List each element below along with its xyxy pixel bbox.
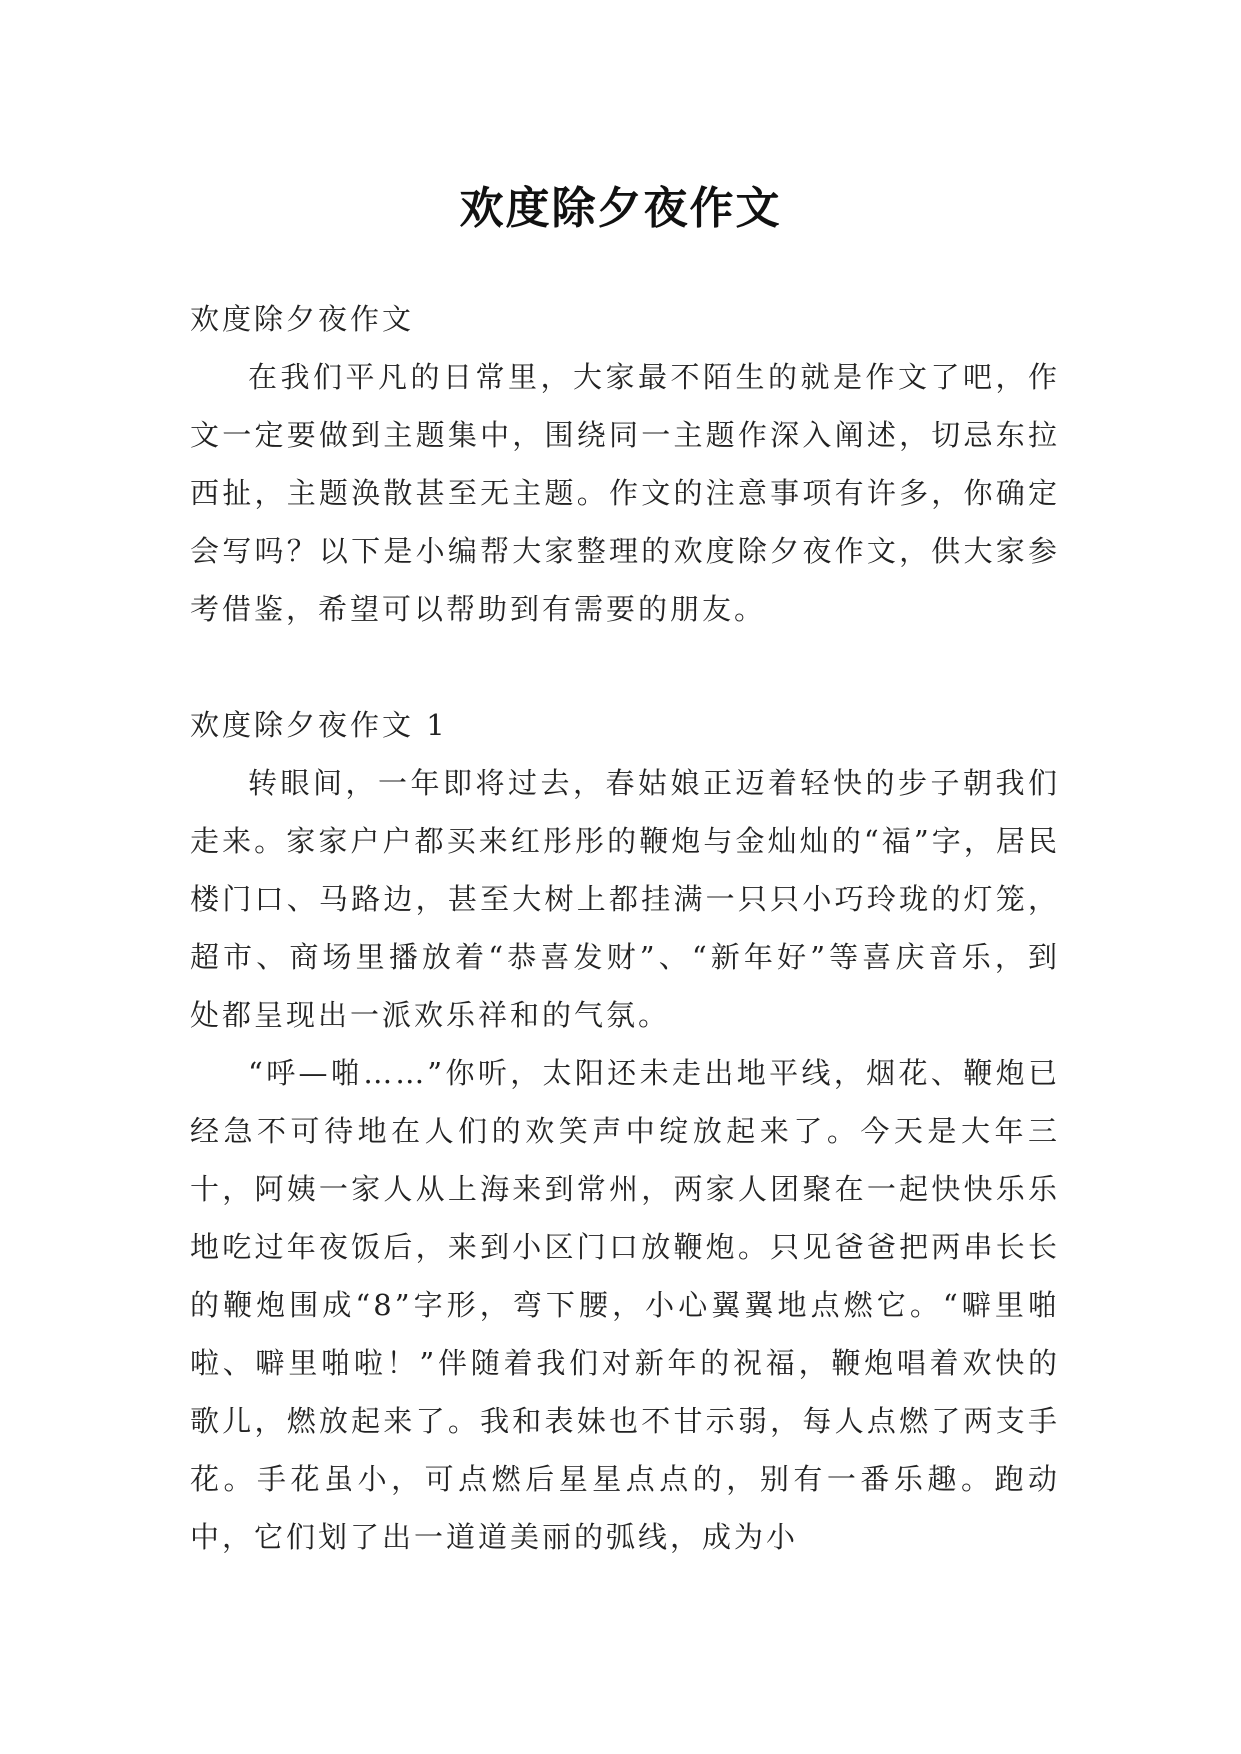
essay-1-paragraph-1: 转眼间，一年即将过去，春姑娘正迈着轻快的步子朝我们走来。家家户户都买来红彤彤的鞭炮与金灿灿的“福”字，居民楼门口、马路边，甚至大树上都挂满一只只小巧玲珑的灯笼，超市、商场里播放着“恭喜发财”、“新年好”等喜庆音乐，到处都呈现出一派欢乐祥和的气氛。 (190, 766, 1060, 1032)
section-spacer (190, 638, 1060, 696)
intro-heading: 欢度除夕夜作文 (190, 302, 415, 336)
essay-1-heading: 欢度除夕夜作文 1 (190, 708, 448, 742)
essay-1-paragraph-2: “呼—啪……”你听，太阳还未走出地平线，烟花、鞭炮已经急不可待地在人们的欢笑声中绽放起来了。今天是大年三十，阿姨一家人从上海来到常州，两家人团聚在一起快快乐乐地吃过年夜饭后，来到小区门口放鞭炮。只见爸爸把两串长长的鞭炮围成“8”字形，弯下腰，小心翼翼地点燃它。“噼里啪啦、噼里啪啦！”伴随着我们对新年的祝福，鞭炮唱着欢快的歌儿，燃放起来了。我和表妹也不甘示弱，每人点燃了两支手花。手花虽小，可点燃后星星点点的，别有一番乐趣。跑动中，它们划了出一道道美丽的弧线，成为小 (190, 1056, 1060, 1554)
document-body (190, 290, 1060, 1566)
document-title: 欢度除夕夜作文 (459, 183, 782, 235)
intro-paragraph: 在我们平凡的日常里，大家最不陌生的就是作文了吧，作文一定要做到主题集中，围绕同一主题作深入阐述，切忌东拉西扯，主题涣散甚至无主题。作文的注意事项有许多，你确定会写吗？以下是小编帮大家整理的欢度除夕夜作文，供大家参考借鉴，希望可以帮助到有需要的朋友。 (190, 360, 1060, 626)
